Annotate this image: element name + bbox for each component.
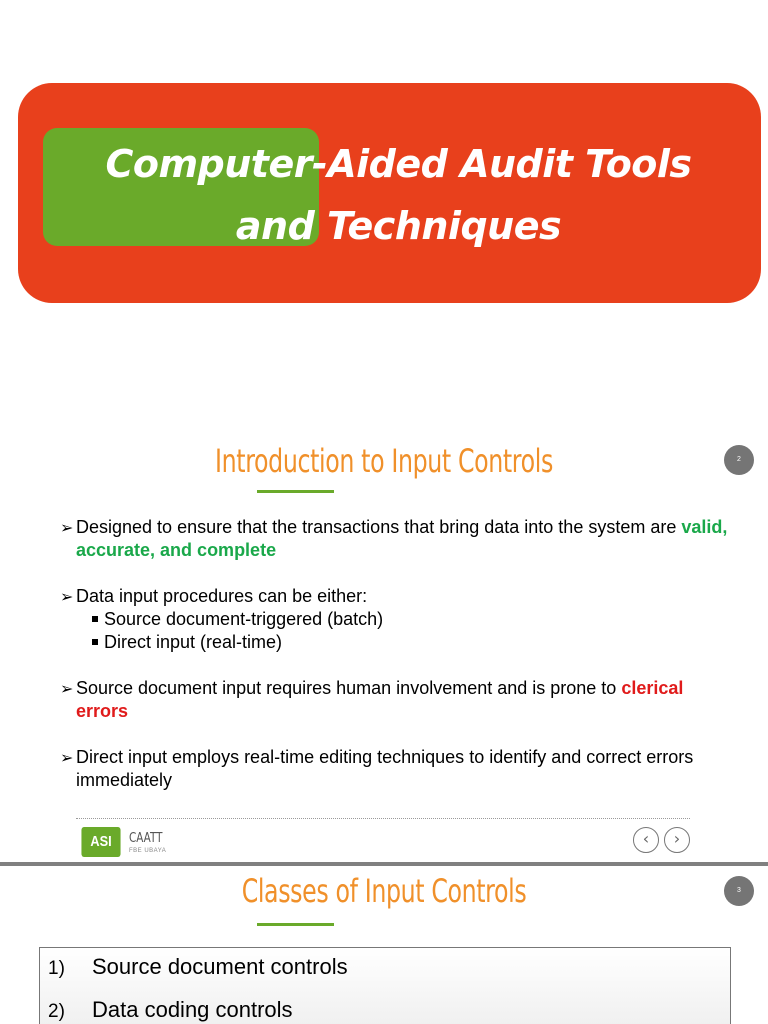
bullet-highlight: valid, accurate, and complete — [76, 517, 728, 560]
chevron-left-icon: ‹ — [642, 829, 650, 848]
bullet-item — [60, 516, 740, 562]
title-line-1: Computer-Aided Audit Tools — [105, 142, 692, 186]
bullet-text: Source document input requires human involvement and is prone to — [76, 678, 617, 698]
page-number-badge: 3 — [724, 876, 754, 906]
heading-underline — [257, 923, 334, 926]
bullet-text: Data input procedures can be either: — [76, 586, 368, 606]
sub-list-item — [90, 608, 740, 631]
bullet-item — [60, 677, 740, 723]
asi-logo: ASI — [81, 827, 120, 857]
next-slide-button[interactable] — [664, 827, 690, 853]
page-number-badge: 2 — [724, 445, 754, 475]
classes-slide — [0, 866, 768, 1024]
footer-divider — [76, 818, 690, 819]
slide-title — [18, 133, 768, 257]
bullet-highlight: clerical errors — [76, 678, 684, 721]
item-number: 2) — [48, 1001, 65, 1022]
title-line-2: and Techniques — [235, 204, 562, 248]
square-bullet-icon — [92, 616, 98, 622]
heading-underline — [257, 490, 334, 493]
slide-heading: Classes of Input Controls — [241, 872, 527, 910]
item-label: Source document controls — [92, 954, 348, 979]
intro-slide — [0, 370, 768, 862]
arrow-bullet-icon: ➢ — [60, 587, 74, 606]
slide-heading: Introduction to Input Controls — [215, 442, 553, 480]
sub-item-text: Direct input (real-time) — [104, 632, 283, 652]
class-list-item — [48, 997, 293, 1023]
bullet-list — [60, 516, 740, 815]
previous-slide-button[interactable] — [633, 827, 659, 853]
item-number: 1) — [48, 958, 65, 979]
sub-list-item — [90, 631, 740, 654]
course-label: CAATT — [129, 831, 163, 846]
arrow-bullet-icon: ➢ — [60, 518, 74, 537]
bullet-item — [60, 746, 740, 792]
square-bullet-icon — [92, 639, 98, 645]
title-slide — [0, 0, 768, 370]
arrow-bullet-icon: ➢ — [60, 748, 74, 767]
bullet-item — [60, 585, 740, 654]
class-list-item — [48, 954, 348, 980]
chevron-right-icon: › — [673, 829, 681, 848]
sub-item-text: Source document-triggered (batch) — [104, 609, 384, 629]
institution-label: FBE UBAYA — [129, 848, 167, 854]
bullet-text: Designed to ensure that the transactions that bring data into the system are — [76, 517, 677, 537]
item-label: Data coding controls — [92, 997, 293, 1022]
bullet-text: Direct input employs real-time editing techniques to identify and correct errors immediately — [76, 747, 694, 790]
sub-list — [90, 608, 740, 654]
arrow-bullet-icon: ➢ — [60, 679, 74, 698]
classes-list-box — [39, 947, 731, 1024]
